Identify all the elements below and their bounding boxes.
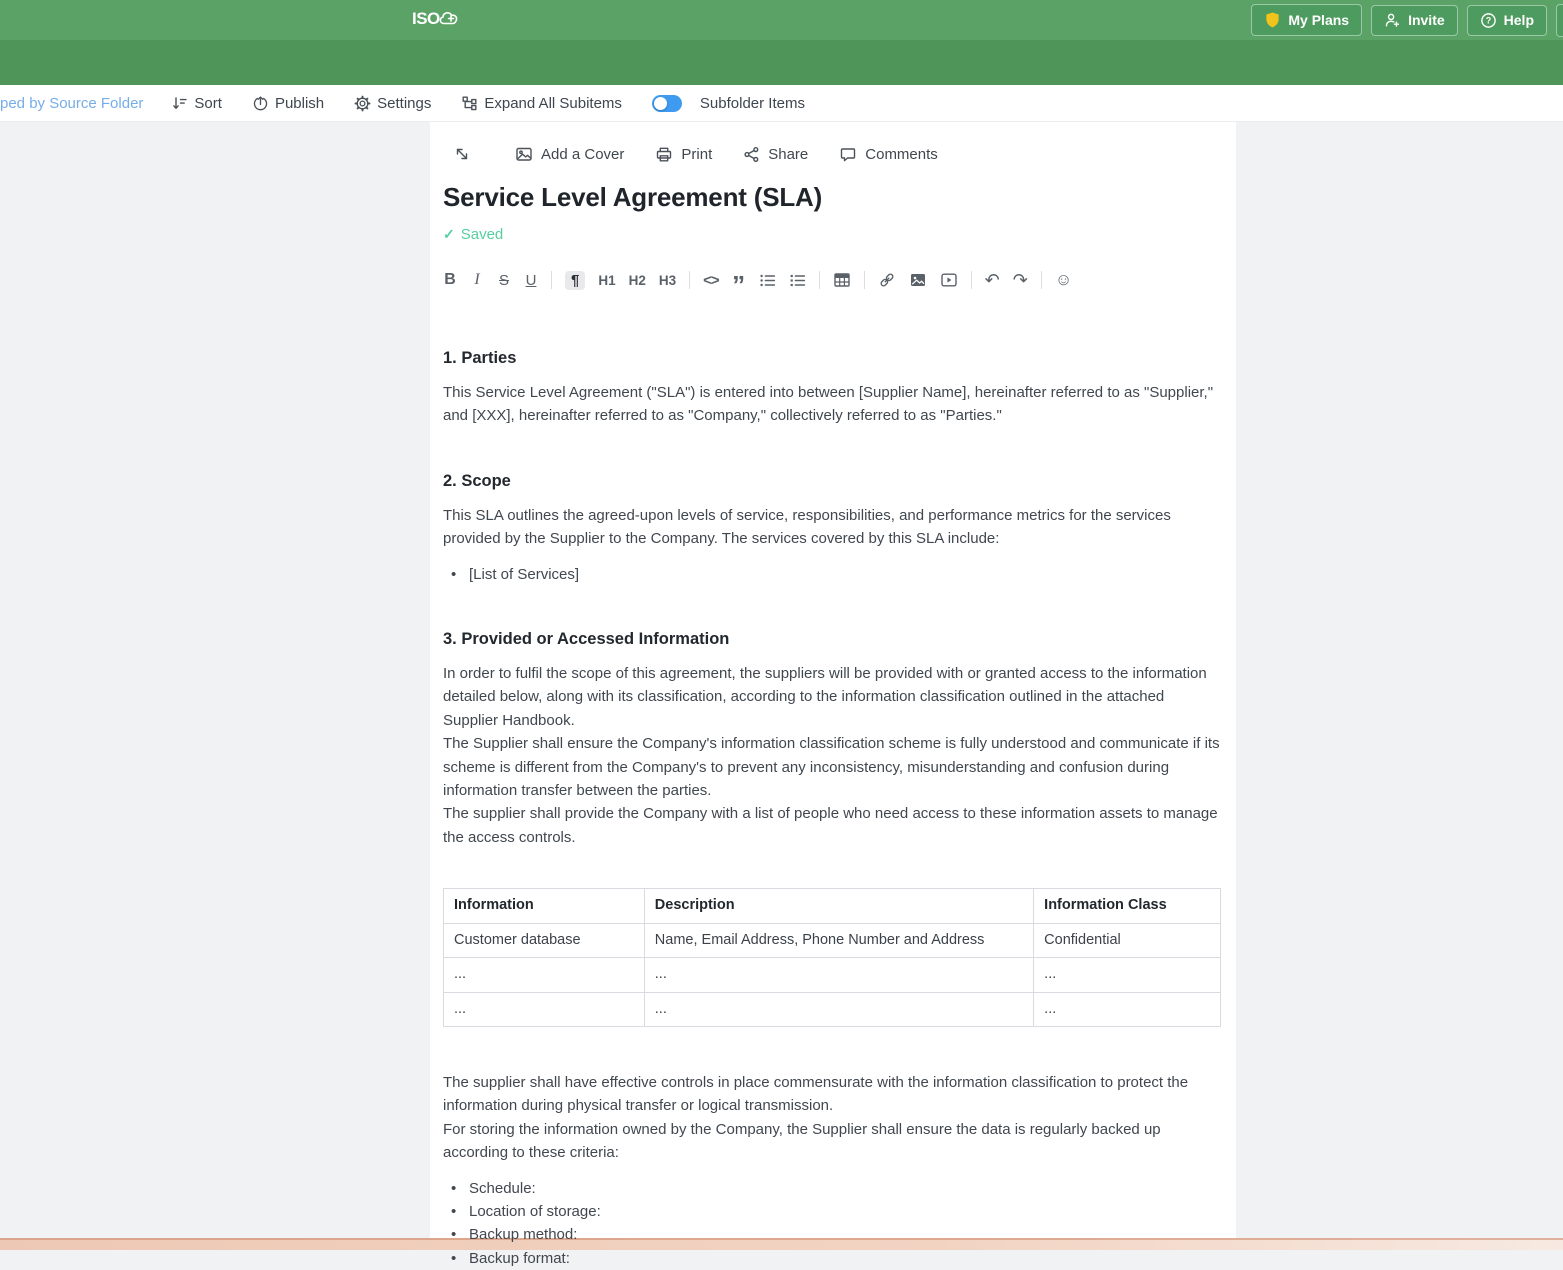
bullet-item[interactable]: [443, 1177, 1221, 1200]
toggle-knob: [654, 97, 667, 110]
person-plus-icon: [1384, 12, 1401, 29]
question-circle-icon: [1480, 12, 1497, 29]
paragraph[interactable]: This Service Level Agreement ("SLA") is entered into between [Supplier Name], hereinafter referred to as "Supplier," and [XXX], hereinafter referred to as "Company," collectively referred to as "Parties.": [443, 384, 1214, 425]
toolbar-divider: [864, 271, 865, 289]
shield-icon: [1264, 11, 1281, 29]
cropped-button-sliver[interactable]: [1556, 4, 1563, 37]
bullet-text: Backup format:: [469, 1249, 570, 1267]
comments-label: Comments: [865, 145, 938, 163]
format-paragraph-button-active[interactable]: ¶: [565, 271, 585, 290]
document-panel: [430, 122, 1236, 1267]
publish-icon: [252, 95, 269, 112]
table-header-cell[interactable]: Information: [444, 889, 645, 923]
toolbar-divider: [551, 271, 552, 289]
publish-label: Publish: [274, 94, 325, 112]
my-plans-button[interactable]: [1251, 4, 1362, 36]
settings-label: Settings: [377, 94, 432, 112]
cloud-plus-icon: [440, 7, 465, 31]
app-logo[interactable]: [412, 7, 465, 31]
bullet-marker: •: [451, 1249, 457, 1267]
expand-document-button[interactable]: [453, 145, 471, 163]
table-header-cell[interactable]: Information Class: [1034, 889, 1221, 923]
bullet-item[interactable]: [443, 563, 1221, 586]
view-toolbar: [0, 85, 1563, 122]
section-heading[interactable]: 2. Scope: [443, 471, 511, 490]
information-table: [443, 888, 1221, 1027]
table-header-row: [444, 889, 1221, 923]
subfolder-items-toggle[interactable]: [652, 95, 682, 112]
comment-bubble-icon: [839, 146, 857, 163]
table-header-cell[interactable]: Description: [644, 889, 1033, 923]
bullet-text: [List of Services]: [469, 565, 580, 583]
paragraph[interactable]: The supplier shall provide the Company with a list of people who need access to these information assets to manage the access controls.: [443, 805, 1218, 846]
publish-button[interactable]: [252, 95, 324, 112]
format-image-button[interactable]: [909, 272, 927, 288]
redo-button[interactable]: ↷: [1012, 269, 1028, 290]
emoji-button[interactable]: ☺: [1054, 270, 1073, 289]
bullet-item[interactable]: [443, 1223, 1221, 1246]
invite-label: Invite: [1408, 12, 1445, 28]
bullet-item[interactable]: [443, 1247, 1221, 1270]
share-nodes-icon: [743, 146, 760, 163]
undo-button[interactable]: ↶: [984, 269, 1000, 290]
saved-status: [443, 226, 1221, 243]
section-heading[interactable]: 1. Parties: [443, 349, 517, 367]
format-link-button[interactable]: [878, 271, 896, 289]
paragraph[interactable]: The Supplier shall ensure the Company's information classification scheme is fully understood and communicate if its scheme is different from the Company's to prevent any inconsistency, misunderstanding and confusion during information transfer between the parties.: [443, 735, 1220, 800]
document-editor-area: [443, 347, 1221, 1270]
page-background: [0, 122, 1563, 1267]
share-label: Share: [768, 145, 809, 163]
toolbar-divider: [971, 271, 972, 289]
sort-icon: [171, 95, 188, 112]
section-heading[interactable]: 3. Provided or Accessed Information: [443, 630, 730, 649]
image-icon: [515, 146, 533, 163]
settings-button[interactable]: [354, 95, 431, 112]
table-row: [444, 958, 1221, 992]
top-header-bar: [0, 0, 1563, 40]
bullet-text: Location of storage:: [469, 1202, 601, 1220]
expand-all-subitems-label: Expand All Subitems: [484, 94, 622, 112]
bullet-list: [443, 563, 1221, 586]
saved-label: Saved: [460, 226, 504, 243]
bullet-marker: •: [451, 565, 457, 583]
check-icon: ✓: [443, 226, 455, 242]
svg-text:?: ?: [1485, 15, 1491, 26]
document-title[interactable]: Service Level Agreement (SLA): [443, 182, 823, 212]
table-cell[interactable]: ...: [644, 958, 1033, 992]
table-cell[interactable]: ...: [1034, 992, 1221, 1026]
help-button[interactable]: [1467, 5, 1547, 36]
table-cell[interactable]: ...: [644, 992, 1033, 1026]
bullet-text: Backup method:: [469, 1226, 578, 1244]
invite-button[interactable]: [1371, 5, 1458, 36]
bullet-item[interactable]: [443, 1200, 1221, 1223]
table-row: [444, 992, 1221, 1026]
toolbar-divider: [689, 271, 690, 289]
help-label: Help: [1503, 12, 1534, 28]
paragraph[interactable]: This SLA outlines the agreed-upon levels of service, responsibilities, and performance metrics for the services provided by the Supplier to the Company. The services covered by this SLA include:: [443, 506, 1171, 548]
sort-label: Sort: [194, 94, 222, 112]
format-code-button[interactable]: <>: [703, 271, 719, 289]
logo-text: ISO: [412, 9, 440, 28]
grouped-by-source-folder-link[interactable]: ped by Source Folder: [0, 94, 144, 112]
format-h2-button[interactable]: H2: [628, 272, 646, 288]
format-blockquote-button[interactable]: ”: [732, 270, 746, 300]
secondary-header-bar: [0, 40, 1563, 85]
print-label: Print: [681, 145, 713, 163]
my-plans-label: My Plans: [1288, 12, 1350, 28]
share-button[interactable]: [743, 146, 808, 163]
sort-button[interactable]: [171, 95, 222, 112]
bullet-marker: •: [451, 1226, 457, 1244]
table-cell[interactable]: Confidential: [1034, 923, 1221, 957]
format-numbered-list-button[interactable]: [789, 273, 806, 288]
format-strikethrough-button[interactable]: S: [498, 271, 509, 289]
bullet-marker: •: [451, 1179, 457, 1197]
format-bullet-list-button[interactable]: [759, 273, 776, 288]
subfolder-items-label: Subfolder Items: [699, 94, 805, 112]
printer-icon: [655, 146, 673, 163]
format-h3-button[interactable]: H3: [658, 272, 677, 288]
toolbar-divider: [1041, 271, 1042, 289]
format-table-button[interactable]: [833, 272, 851, 288]
table-row: [444, 923, 1221, 957]
add-cover-button[interactable]: [515, 146, 624, 163]
gear-icon: [354, 95, 371, 112]
format-italic-button[interactable]: I: [474, 271, 480, 288]
table-cell[interactable]: ...: [444, 992, 645, 1026]
paragraph[interactable]: In order to fulfil the scope of this agreement, the suppliers will be provided with or granted access to the information detailed below, along with its classification, according to the information classification outlined in the attached Supplier Handbook.: [443, 665, 1207, 729]
bullet-list: [443, 1177, 1221, 1270]
print-button[interactable]: [655, 146, 712, 163]
bullet-marker: •: [451, 1202, 457, 1220]
subitems-tree-icon: [461, 95, 478, 112]
table-cell[interactable]: ...: [444, 958, 645, 992]
format-h1-button[interactable]: H1: [598, 272, 616, 288]
comments-button[interactable]: [839, 146, 938, 163]
expand-all-subitems-button[interactable]: [461, 95, 622, 112]
bullet-text: Schedule:: [469, 1179, 536, 1197]
topbar-actions: [1251, 4, 1563, 37]
toolbar-divider: [819, 271, 820, 289]
table-cell[interactable]: Name, Email Address, Phone Number and Address: [644, 923, 1033, 957]
add-cover-label: Add a Cover: [541, 145, 625, 163]
format-toolbar: [443, 267, 1221, 300]
paragraph[interactable]: For storing the information owned by the Company, the Supplier shall ensure the data is regularly backed up according to these criteria:: [443, 1120, 1161, 1162]
table-cell[interactable]: Customer database: [444, 923, 645, 957]
paragraph[interactable]: The supplier shall have effective controls in place commensurate with the information classification to protect the information during physical transfer or logical transmission.: [443, 1073, 1189, 1115]
format-bold-button[interactable]: B: [444, 271, 456, 288]
table-cell[interactable]: ...: [1034, 958, 1221, 992]
format-video-button[interactable]: [940, 272, 958, 288]
format-underline-button[interactable]: U: [525, 271, 537, 289]
document-action-bar: [443, 122, 1221, 163]
